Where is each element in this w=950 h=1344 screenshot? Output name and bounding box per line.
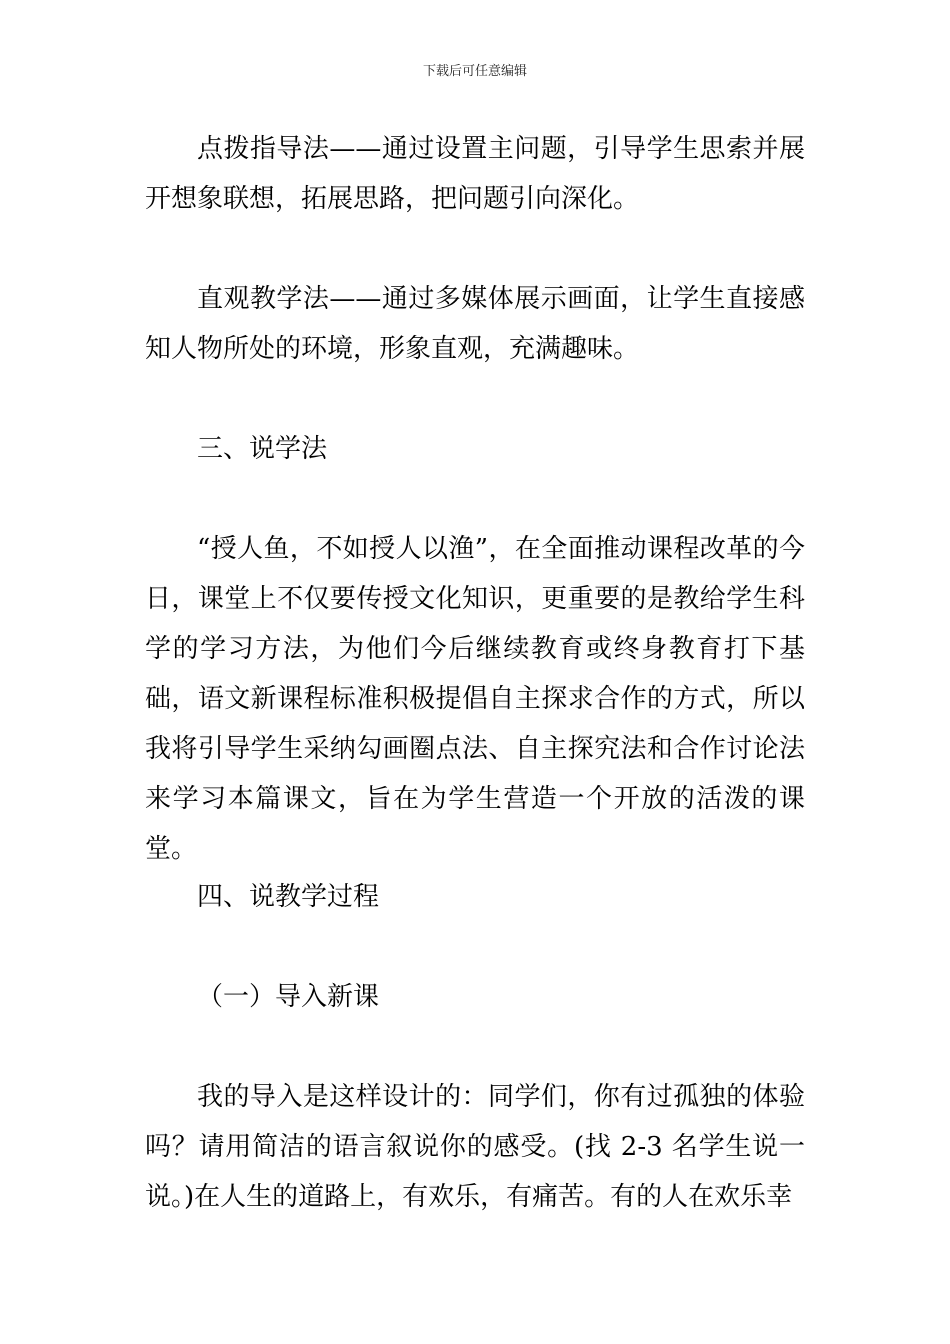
- page-header: 下载后可任意编辑: [422, 64, 527, 79]
- subsection-heading-introduction: （一）导入新课: [197, 982, 380, 1012]
- paragraph-introduction: 我的导入是这样设计的：同学们，你有过孤独的体验吗？请用简洁的语言叙说你的感受。(找 2-3 名学生说一说。)在人生的道路上，有欢乐，有痛苦。有的人在欢乐幸: [145, 1082, 805, 1212]
- paragraph-intuitive-method: 直观教学法——通过多媒体展示画面，让学生直接感知人物所处的环境，形象直观，充满趣味。: [145, 284, 805, 364]
- section-heading-teaching-process: 四、说教学过程: [197, 882, 380, 912]
- section-heading-study-method: 三、说学法: [197, 434, 328, 464]
- paragraph-study-method: “授人鱼，不如授人以渔”，在全面推动课程改革的今日，课堂上不仅要传授文化知识，更重要的是教给学生科学的学习方法，为他们今后继续教育或终身教育打下基础，语文新课程标准积极提倡自主探求合作的方式，所以我将引导学生采纳勾画圈点法、自主探究法和合作讨论法来学习本篇课文，旨在为学生营造一个开放的活泼的课堂。: [145, 534, 805, 864]
- paragraph-guided-method: 点拨指导法——通过设置主问题，引导学生思索并展开想象联想，拓展思路，把问题引向深化。: [145, 134, 805, 214]
